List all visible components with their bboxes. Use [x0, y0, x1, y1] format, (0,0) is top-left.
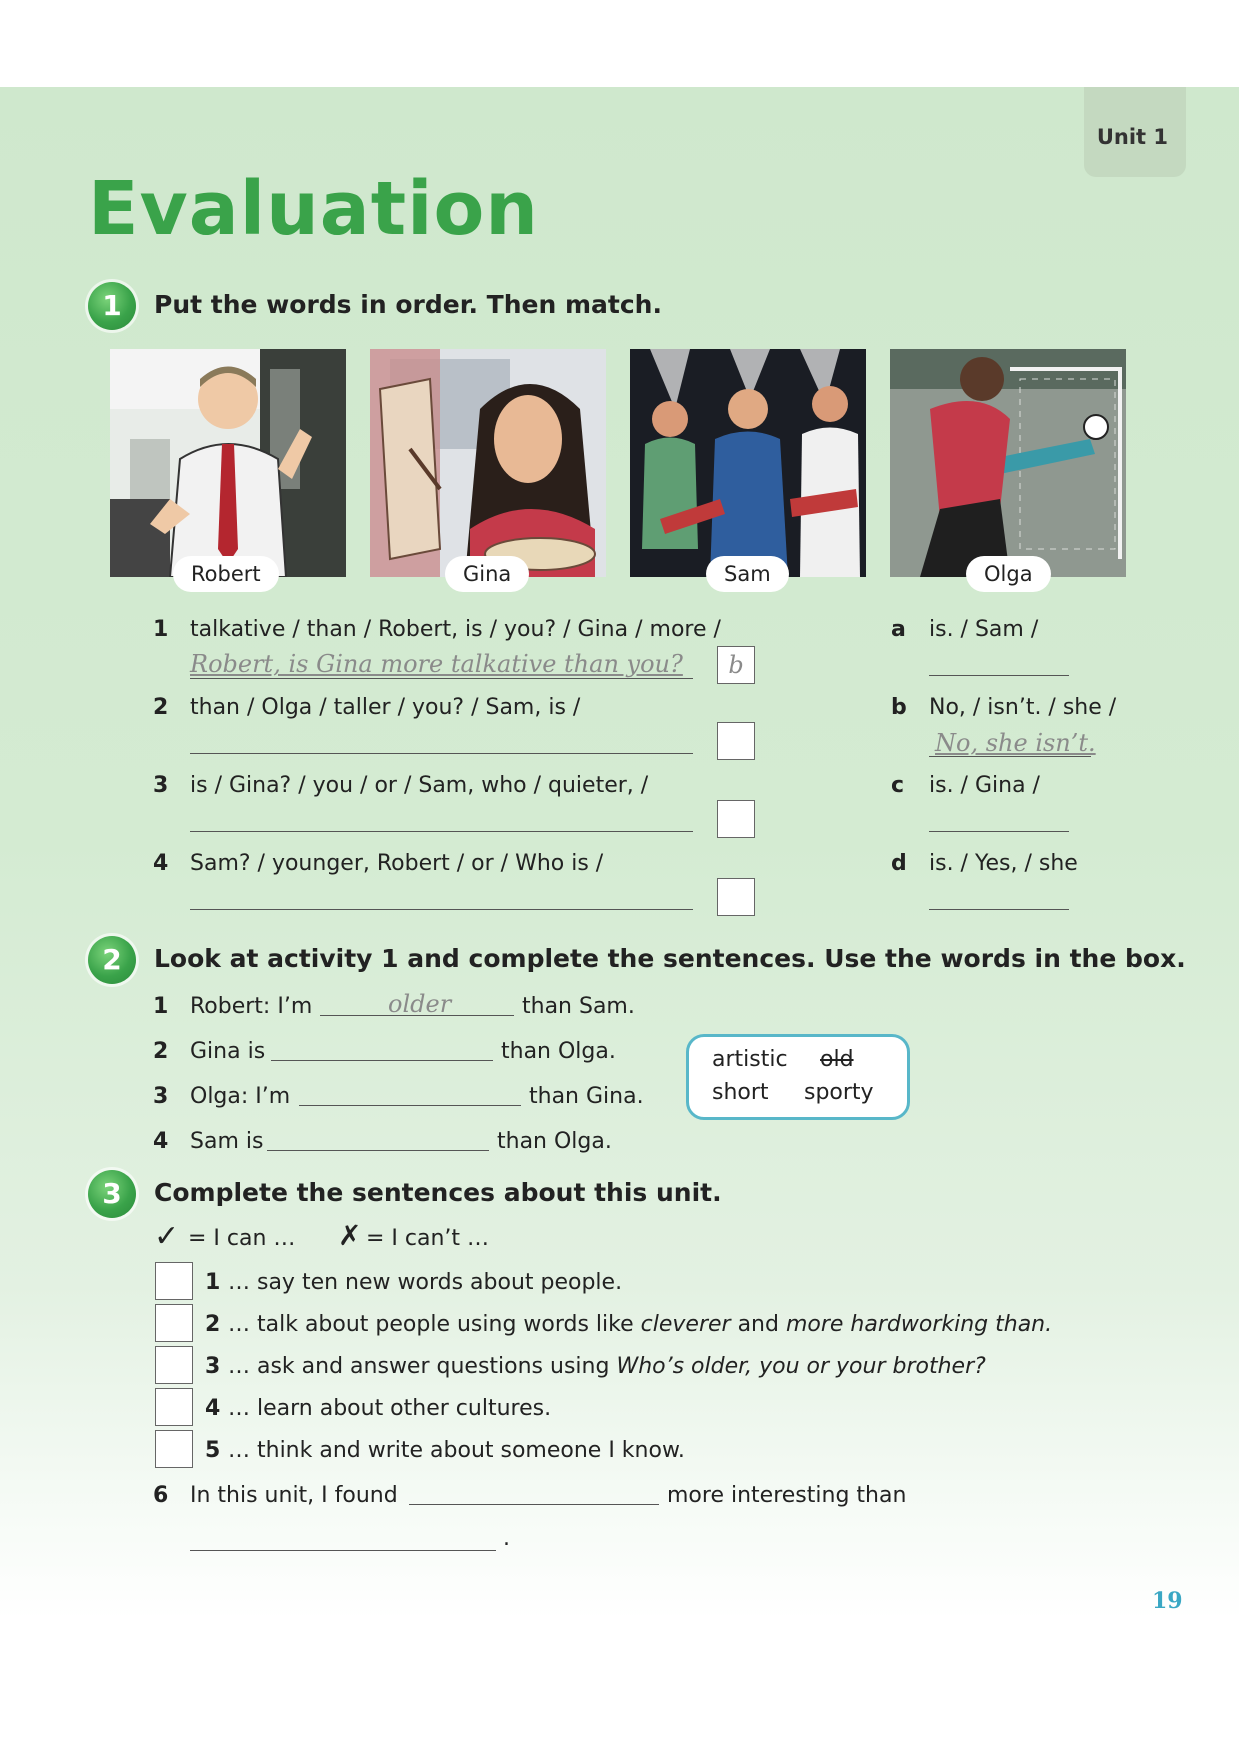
response-prompt: is. / Sam /	[929, 617, 1039, 642]
sentence-gap[interactable]	[299, 1105, 521, 1106]
word-box-item-used: old	[820, 1047, 854, 1072]
sentence-end: than Olga.	[501, 1039, 616, 1064]
item-number: 3	[205, 1354, 221, 1379]
item6-gap-1[interactable]	[409, 1504, 659, 1505]
item-text: … say ten new words about people.	[228, 1270, 623, 1295]
response-letter: b	[891, 695, 907, 720]
gina-label: Gina	[445, 556, 529, 592]
sentence-number: 1	[153, 994, 169, 1019]
item6-start: In this unit, I found	[190, 1483, 398, 1508]
question-prompt: Sam? / younger, Robert / or / Who is /	[190, 851, 604, 876]
page-title: Evaluation	[88, 166, 539, 252]
sentence-start: Robert: I’m	[190, 994, 313, 1019]
sentence-gap[interactable]	[271, 1060, 493, 1061]
activity-2-badge: 2	[88, 936, 136, 984]
word-box-item: artistic	[712, 1047, 788, 1072]
robert-photo	[110, 349, 346, 577]
key-can: = I can …	[188, 1226, 296, 1251]
sentence-start: Sam is	[190, 1129, 264, 1154]
word-box-item: short	[712, 1080, 769, 1105]
self-check-box[interactable]	[155, 1304, 193, 1342]
response-letter: d	[891, 851, 907, 876]
response-answer: No, she isn’t.	[935, 729, 1096, 757]
robert-label: Robert	[173, 556, 279, 592]
activity-1-instruction: Put the words in order. Then match.	[154, 290, 662, 319]
unit-tab	[1084, 87, 1186, 177]
item-number: 2	[205, 1312, 221, 1337]
question-prompt: is / Gina? / you / or / Sam, who / quieter, /	[190, 773, 649, 798]
question-prompt: than / Olga / taller / you? / Sam, is /	[190, 695, 581, 720]
question-prompt: talkative / than / Robert, is / you? / Gina / more /	[190, 617, 721, 642]
self-check-box[interactable]	[155, 1346, 193, 1384]
item-number: 5	[205, 1438, 221, 1463]
sentence-end: than Olga.	[497, 1129, 612, 1154]
word-box-item: sporty	[804, 1080, 874, 1105]
sentence-start: Olga: I’m	[190, 1084, 291, 1109]
answer-line[interactable]	[190, 753, 693, 754]
question-number: 4	[153, 851, 169, 876]
question-answer: Robert, is Gina more talkative than you?	[190, 650, 683, 678]
response-prompt: is. / Yes, / she	[929, 851, 1078, 876]
question-number: 3	[153, 773, 169, 798]
match-box[interactable]	[717, 800, 755, 838]
sentence-start: Gina is	[190, 1039, 266, 1064]
self-check-box[interactable]	[155, 1430, 193, 1468]
response-letter: c	[891, 773, 905, 798]
response-line[interactable]	[929, 909, 1069, 910]
item-number: 6	[153, 1483, 169, 1508]
sam-label: Sam	[706, 556, 789, 592]
unit-label: Unit 1	[1096, 125, 1168, 149]
item6-gap-2[interactable]	[190, 1550, 496, 1551]
sentence-gap[interactable]	[267, 1150, 489, 1151]
item-text: … ask and answer questions using Who’s older, you or your brother?	[228, 1354, 986, 1379]
response-line[interactable]	[929, 675, 1069, 676]
olga-label: Olga	[966, 556, 1051, 592]
response-line[interactable]	[929, 756, 1091, 757]
self-check-box[interactable]	[155, 1388, 193, 1426]
match-box[interactable]	[717, 878, 755, 916]
self-check-box[interactable]	[155, 1262, 193, 1300]
sam-photo	[630, 349, 866, 577]
sentence-gap[interactable]	[320, 1015, 514, 1016]
answer-line[interactable]	[190, 831, 693, 832]
sentence-number: 4	[153, 1129, 169, 1154]
match-box[interactable]	[717, 722, 755, 760]
sentence-end: than Gina.	[529, 1084, 644, 1109]
answer-line[interactable]	[190, 909, 693, 910]
word-box	[686, 1034, 910, 1120]
page-number: 19	[1152, 1588, 1183, 1614]
response-letter: a	[891, 617, 906, 642]
sentence-end: than Sam.	[522, 994, 635, 1019]
sentence-answer: older	[388, 990, 452, 1018]
match-box[interactable]: b	[717, 646, 755, 684]
sentence-number: 2	[153, 1039, 169, 1064]
answer-line[interactable]	[190, 678, 693, 679]
key-cant: = I can’t …	[366, 1226, 490, 1251]
cross-mark-icon: ✗	[338, 1219, 362, 1252]
activity-2-instruction: Look at activity 1 and complete the sentences. Use the words in the box.	[154, 944, 1186, 973]
olga-photo	[890, 349, 1126, 577]
response-line[interactable]	[929, 831, 1069, 832]
response-prompt: No, / isn’t. / she /	[929, 695, 1117, 720]
sentence-number: 3	[153, 1084, 169, 1109]
question-number: 2	[153, 695, 169, 720]
item6-middle: more interesting than	[667, 1483, 907, 1508]
item-number: 4	[205, 1396, 221, 1421]
item-text: … think and write about someone I know.	[228, 1438, 685, 1463]
activity-3-badge: 3	[88, 1170, 136, 1218]
check-mark-icon: ✓	[154, 1219, 180, 1254]
response-prompt: is. / Gina /	[929, 773, 1040, 798]
activity-3-instruction: Complete the sentences about this unit.	[154, 1178, 722, 1207]
item-text: … talk about people using words like cleverer and more hardworking than.	[228, 1312, 1053, 1337]
gina-photo	[370, 349, 606, 577]
item6-end: .	[503, 1526, 510, 1551]
question-number: 1	[153, 617, 169, 642]
item-text: … learn about other cultures.	[228, 1396, 552, 1421]
activity-1-badge: 1	[88, 282, 136, 330]
item-number: 1	[205, 1270, 221, 1295]
